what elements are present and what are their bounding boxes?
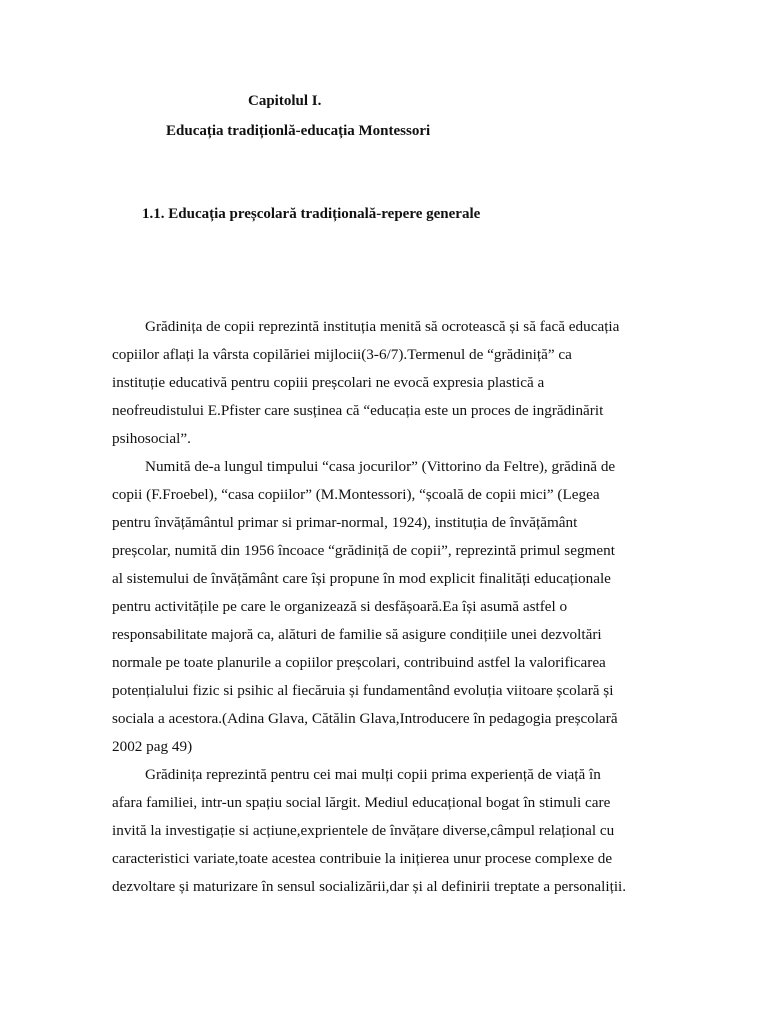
body-text-line: caracteristici variate,toate acestea contribuie la inițierea unur procese complexe de xyxy=(112,850,613,867)
body-text-line: instituție educativă pentru copiii preșcolari ne evocă expresia plastică a xyxy=(112,374,545,391)
body-text-line: Grădinița reprezintă pentru cei mai mulți copii prima experiență de viață în xyxy=(145,766,601,783)
body-text-line: neofreudistului E.Pfister care susținea că “educația este un proces de ingrădinărit xyxy=(112,402,604,419)
body-text-line: dezvoltare și maturizare în sensul socializării,dar și al definirii treptate a personaliții. xyxy=(112,878,627,895)
body-text-line: preșcolar, numită din 1956 încoace “grădiniță de copii”, reprezintă primul segment xyxy=(112,542,615,559)
body-text-line: normale pe toate planurile a copiilor preșcolari, contribuind astfel la valorificarea xyxy=(112,654,606,671)
body-text-line: Numită de-a lungul timpului “casa jocurilor” (Vittorino da Feltre), grădină de xyxy=(145,458,616,475)
body-text-line: 2002 pag 49) xyxy=(112,738,193,755)
body-text-line: invită la investigație si acțiune,exprientele de învățare diverse,câmpul relațional cu xyxy=(112,822,615,839)
body-text-line: pentru învățământul primar si primar-normal, 1924), instituția de învățământ xyxy=(112,514,578,531)
body-text-line: responsabilitate majoră ca, alături de familie să asigure condițiile unei dezvoltări xyxy=(112,626,602,643)
body-text-line: psihosocial”. xyxy=(112,430,191,447)
body-text-line: Grădinița de copii reprezintă instituția menită să ocrotească și să facă educația xyxy=(145,318,620,335)
body-text-line: afara familiei, intr-un spațiu social lărgit. Mediul educațional bogat în stimuli care xyxy=(112,794,611,811)
chapter-label: Capitolul I. xyxy=(248,93,322,109)
body-text-line: pentru activitățile pe care le organizează si desfășoară.Ea își asumă astfel o xyxy=(112,598,568,615)
chapter-title: Educația tradiționlă-educația Montessori xyxy=(166,123,431,139)
body-text-line: copii (F.Froebel), “casa copiilor” (M.Montessori), “școală de copii mici” (Legea xyxy=(112,486,600,503)
body-text-line: sociala a acestora.(Adina Glava, Cătălin Glava,Introducere în pedagogia preșcolară xyxy=(112,710,618,727)
body-text-line: potențialului fizic si psihic al fiecăruia și fundamentând evoluția viitoare școlară și xyxy=(112,682,614,699)
section-title: 1.1. Educația preșcolară tradițională-repere generale xyxy=(142,206,481,222)
body-text-line: al sistemului de învățământ care își propune în mod explicit finalități educaționale xyxy=(112,570,611,587)
body-text-line: copiilor aflați la vârsta copilăriei mijlocii(3-6/7).Termenul de “grădiniță” ca xyxy=(112,346,572,363)
